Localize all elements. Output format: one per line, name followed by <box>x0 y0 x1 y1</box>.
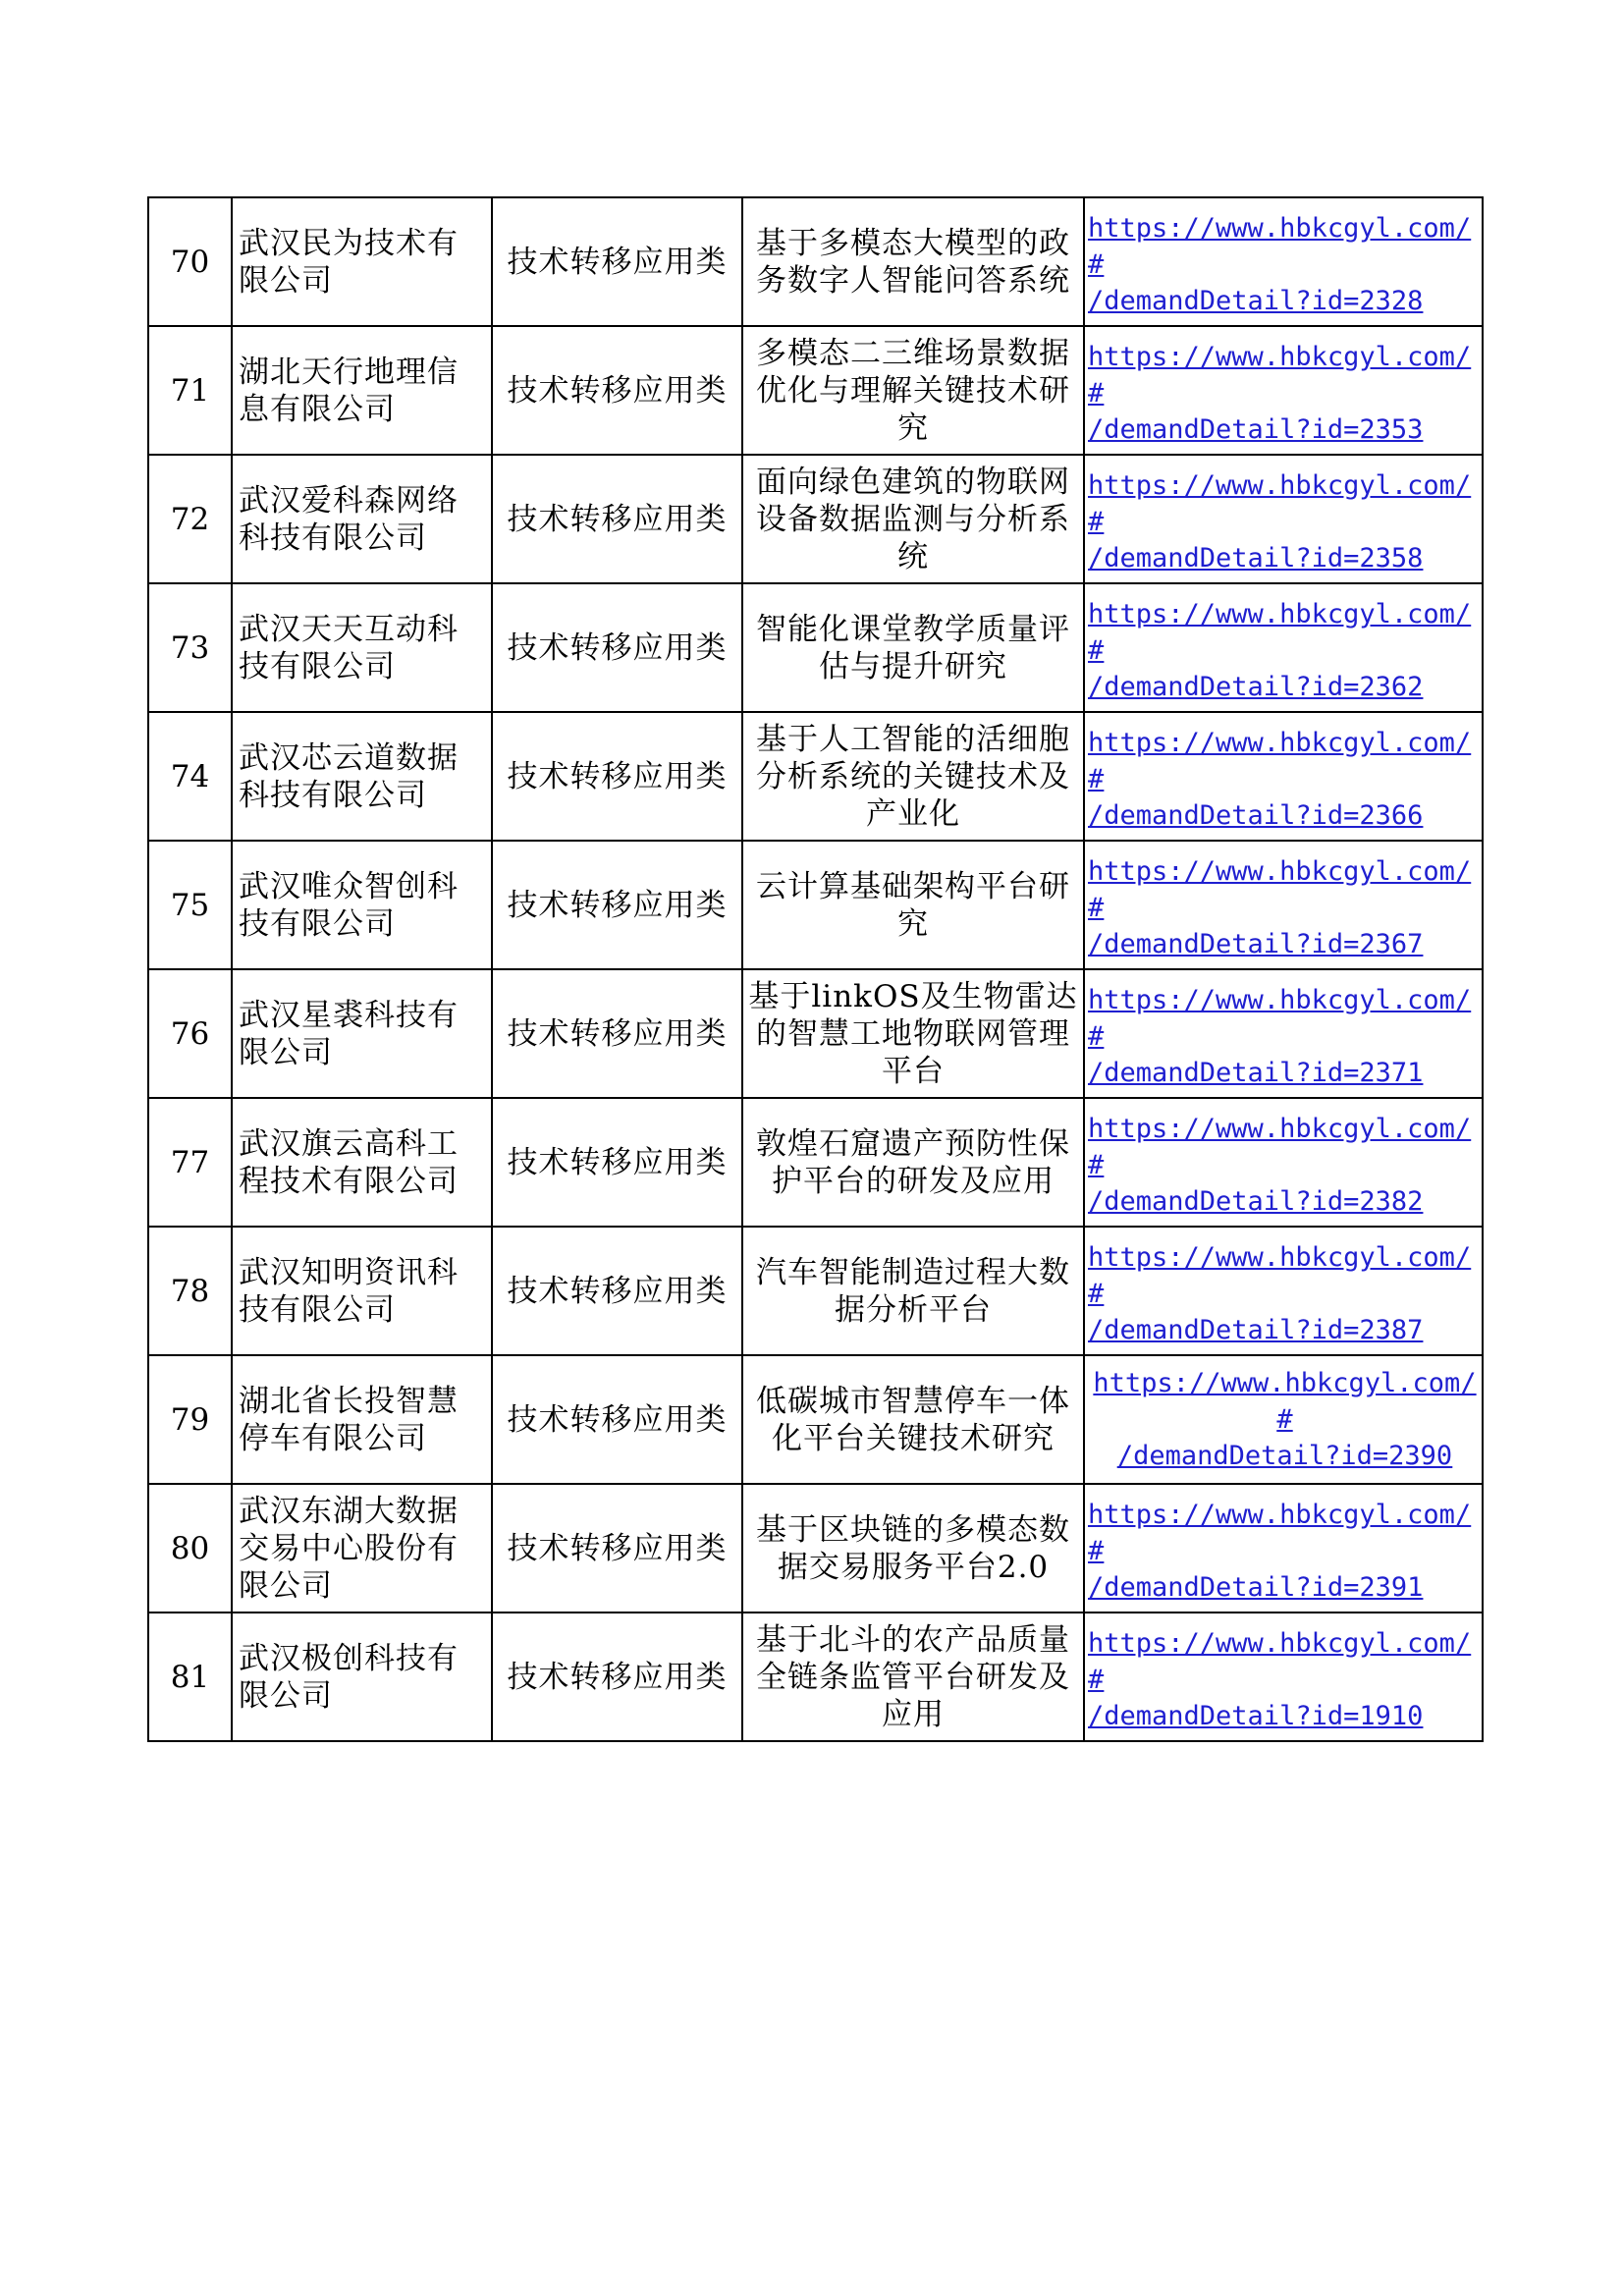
company-name: 武汉天天互动科技有限公司 <box>232 583 492 712</box>
demand-title: 低碳城市智慧停车一体化平台关键技术研究 <box>742 1355 1084 1484</box>
link-line-1: https://www.hbkcgyl.com/# <box>1088 728 1472 794</box>
company-name: 武汉爱科森网络科技有限公司 <box>232 455 492 583</box>
link-cell <box>1084 583 1483 712</box>
demand-link[interactable] <box>1088 982 1473 1091</box>
demand-title: 基于人工智能的活细胞分析系统的关键技术及产业化 <box>742 712 1084 841</box>
demand-link[interactable] <box>1088 725 1473 834</box>
table-row <box>148 1098 1483 1227</box>
row-number: 80 <box>148 1484 232 1613</box>
link-line-1: https://www.hbkcgyl.com/# <box>1088 599 1472 666</box>
row-number: 79 <box>148 1355 232 1484</box>
demand-link[interactable] <box>1088 339 1473 448</box>
link-line-2: /demandDetail?id=2362 <box>1088 672 1424 702</box>
link-cell <box>1084 1484 1483 1613</box>
demand-type: 技术转移应用类 <box>492 712 742 841</box>
link-line-1: https://www.hbkcgyl.com/# <box>1088 856 1472 923</box>
demand-type: 技术转移应用类 <box>492 1098 742 1227</box>
company-name: 湖北天行地理信息有限公司 <box>232 326 492 455</box>
link-line-1: https://www.hbkcgyl.com/# <box>1088 1114 1472 1180</box>
demand-type: 技术转移应用类 <box>492 455 742 583</box>
link-line-1: https://www.hbkcgyl.com/# <box>1088 1628 1472 1695</box>
demand-type: 技术转移应用类 <box>492 1484 742 1613</box>
table-body <box>148 197 1483 1741</box>
link-line-1: https://www.hbkcgyl.com/# <box>1088 1500 1472 1566</box>
row-number: 72 <box>148 455 232 583</box>
demand-title: 多模态二三维场景数据优化与理解关键技术研究 <box>742 326 1084 455</box>
table-row <box>148 583 1483 712</box>
demand-link[interactable] <box>1088 1497 1473 1606</box>
link-line-2: /demandDetail?id=2358 <box>1088 543 1424 574</box>
row-number: 81 <box>148 1613 232 1741</box>
demand-title: 面向绿色建筑的物联网设备数据监测与分析系统 <box>742 455 1084 583</box>
link-line-2: /demandDetail?id=2367 <box>1088 929 1424 959</box>
demand-title: 敦煌石窟遗产预防性保护平台的研发及应用 <box>742 1098 1084 1227</box>
demand-type: 技术转移应用类 <box>492 1613 742 1741</box>
link-line-2: /demandDetail?id=2353 <box>1088 414 1424 445</box>
row-number: 77 <box>148 1098 232 1227</box>
demand-type: 技术转移应用类 <box>492 1355 742 1484</box>
demand-link[interactable] <box>1093 1365 1478 1474</box>
row-number: 76 <box>148 969 232 1098</box>
link-line-2: /demandDetail?id=2382 <box>1088 1186 1424 1217</box>
demand-link[interactable] <box>1088 596 1473 705</box>
link-cell <box>1084 841 1483 969</box>
table-row <box>148 1613 1483 1741</box>
link-line-2: /demandDetail?id=2391 <box>1088 1572 1424 1603</box>
table-row <box>148 326 1483 455</box>
table-row <box>148 455 1483 583</box>
company-name: 武汉唯众智创科技有限公司 <box>232 841 492 969</box>
row-number: 75 <box>148 841 232 969</box>
link-cell <box>1084 1355 1483 1484</box>
table-row <box>148 1227 1483 1355</box>
link-cell <box>1084 1613 1483 1741</box>
link-cell <box>1084 197 1483 326</box>
demand-title: 基于多模态大模型的政务数字人智能问答系统 <box>742 197 1084 326</box>
link-line-2: /demandDetail?id=1910 <box>1088 1701 1424 1731</box>
demand-type: 技术转移应用类 <box>492 197 742 326</box>
company-name: 武汉芯云道数据科技有限公司 <box>232 712 492 841</box>
demand-type: 技术转移应用类 <box>492 969 742 1098</box>
demand-title: 汽车智能制造过程大数据分析平台 <box>742 1227 1084 1355</box>
demand-link[interactable] <box>1088 1239 1473 1348</box>
row-number: 70 <box>148 197 232 326</box>
link-cell <box>1084 326 1483 455</box>
demand-link[interactable] <box>1088 1625 1473 1734</box>
table-row <box>148 197 1483 326</box>
link-line-2: /demandDetail?id=2328 <box>1088 286 1424 316</box>
company-name: 湖北省长投智慧停车有限公司 <box>232 1355 492 1484</box>
demand-title: 基于北斗的农产品质量全链条监管平台研发及应用 <box>742 1613 1084 1741</box>
link-cell <box>1084 1227 1483 1355</box>
link-cell <box>1084 969 1483 1098</box>
link-line-1: https://www.hbkcgyl.com/# <box>1088 213 1472 280</box>
row-number: 73 <box>148 583 232 712</box>
demand-type: 技术转移应用类 <box>492 326 742 455</box>
company-name: 武汉星裘科技有限公司 <box>232 969 492 1098</box>
demand-type: 技术转移应用类 <box>492 841 742 969</box>
demand-title: 云计算基础架构平台研究 <box>742 841 1084 969</box>
link-line-1: https://www.hbkcgyl.com/# <box>1093 1368 1477 1435</box>
link-cell <box>1084 712 1483 841</box>
demand-type: 技术转移应用类 <box>492 1227 742 1355</box>
link-line-2: /demandDetail?id=2371 <box>1088 1058 1424 1088</box>
company-name: 武汉民为技术有限公司 <box>232 197 492 326</box>
demand-type: 技术转移应用类 <box>492 583 742 712</box>
company-name: 武汉旗云高科工程技术有限公司 <box>232 1098 492 1227</box>
table-row <box>148 1355 1483 1484</box>
demand-link[interactable] <box>1088 210 1473 319</box>
table-row <box>148 1484 1483 1613</box>
link-cell <box>1084 1098 1483 1227</box>
company-name: 武汉东湖大数据交易中心股份有限公司 <box>232 1484 492 1613</box>
company-name: 武汉知明资讯科技有限公司 <box>232 1227 492 1355</box>
table-row <box>148 969 1483 1098</box>
demand-table <box>147 196 1484 1742</box>
link-line-2: /demandDetail?id=2366 <box>1088 800 1424 831</box>
link-line-1: https://www.hbkcgyl.com/# <box>1088 470 1472 537</box>
row-number: 71 <box>148 326 232 455</box>
link-cell <box>1084 455 1483 583</box>
demand-link[interactable] <box>1088 853 1473 962</box>
demand-title: 基于linkOS及生物雷达的智慧工地物联网管理平台 <box>742 969 1084 1098</box>
row-number: 78 <box>148 1227 232 1355</box>
demand-title: 智能化课堂教学质量评估与提升研究 <box>742 583 1084 712</box>
company-name: 武汉极创科技有限公司 <box>232 1613 492 1741</box>
link-line-2: /demandDetail?id=2390 <box>1116 1441 1453 1471</box>
table-row <box>148 841 1483 969</box>
link-line-1: https://www.hbkcgyl.com/# <box>1088 985 1472 1052</box>
link-line-1: https://www.hbkcgyl.com/# <box>1088 1242 1472 1309</box>
link-line-2: /demandDetail?id=2387 <box>1088 1315 1424 1345</box>
link-line-1: https://www.hbkcgyl.com/# <box>1088 342 1472 409</box>
row-number: 74 <box>148 712 232 841</box>
demand-title: 基于区块链的多模态数据交易服务平台2.0 <box>742 1484 1084 1613</box>
table-row <box>148 712 1483 841</box>
demand-link[interactable] <box>1088 1111 1473 1220</box>
demand-link[interactable] <box>1088 467 1473 576</box>
